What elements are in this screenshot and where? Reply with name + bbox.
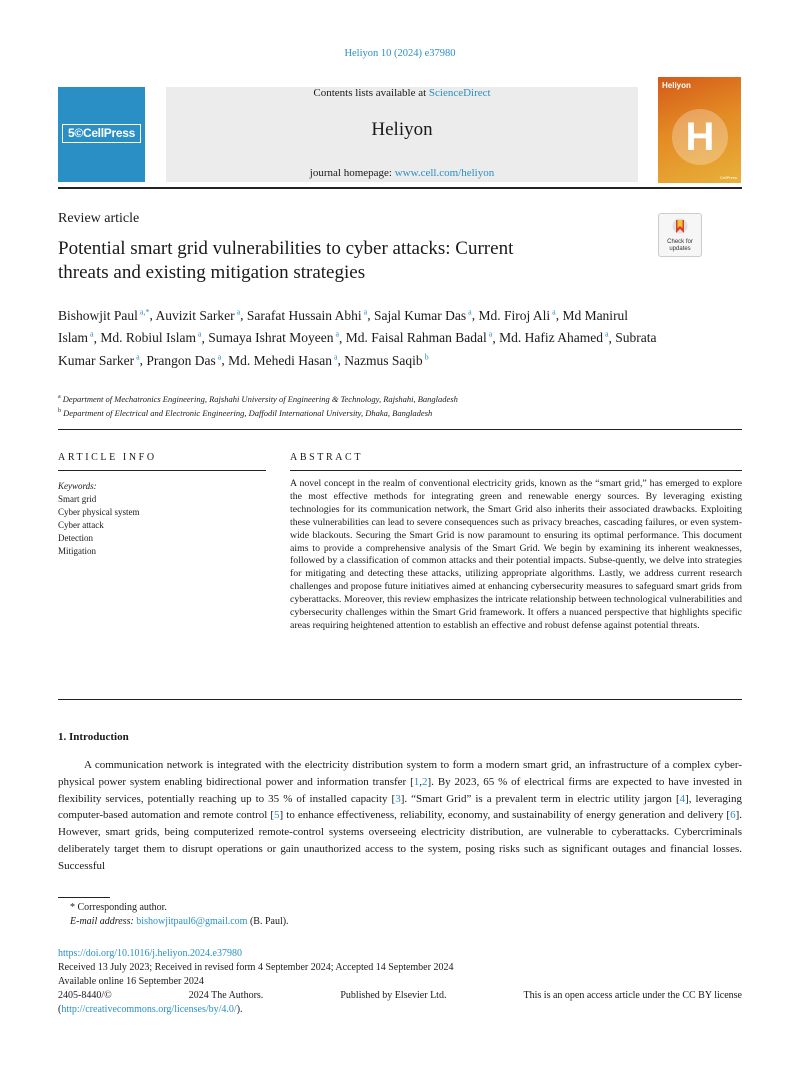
title-line-2: threats and existing mitigation strategies: [58, 262, 366, 283]
journal-name: Heliyon: [371, 119, 433, 140]
affiliation-a: [58, 391, 458, 405]
license-statement: This is an open access article under the CC BY license: [523, 990, 742, 1001]
cover-title: Heliyon: [662, 81, 691, 90]
keyword-item: Cyber physical system: [58, 507, 140, 517]
affiliation-mark: b: [58, 407, 61, 414]
homepage-line: [166, 167, 638, 179]
citation-link[interactable]: 5: [274, 809, 280, 822]
published-by: Published by Elsevier Ltd.: [340, 990, 447, 1001]
homepage-prefix: journal homepage:: [309, 167, 395, 179]
author-affiliation-mark[interactable]: a: [215, 352, 222, 361]
citation-link[interactable]: 3: [395, 792, 401, 805]
contents-line: [166, 87, 638, 99]
author-affiliation-mark[interactable]: a: [602, 329, 609, 339]
abstract-rule: [290, 470, 742, 471]
author-affiliation-mark[interactable]: b: [422, 352, 429, 361]
introduction-heading: 1. Introduction: [58, 731, 129, 743]
keyword-item: Mitigation: [58, 546, 96, 556]
author[interactable]: [346, 330, 493, 345]
author-name[interactable]: Prangon Das: [146, 352, 216, 368]
author[interactable]: [499, 330, 608, 345]
author[interactable]: [228, 353, 337, 368]
author[interactable]: [58, 308, 149, 323]
header-rule: [58, 187, 742, 189]
affiliation-text: Department of Mechatronics Engineering, Rajshahi University of Engineering & Technology, Rajshahi, Bangladesh: [62, 393, 458, 404]
author-affiliation-mark[interactable]: a,*: [137, 307, 150, 316]
author-affiliation-mark[interactable]: a: [361, 307, 368, 316]
author-name[interactable]: Sajal Kumar Das: [373, 307, 467, 323]
author-name[interactable]: Md. Hafiz Ahamed: [499, 330, 603, 345]
introduction-paragraph: A communication network is integrated with the electricity distribution system to form a modern smart grid, an infrastructure of a complex cyber-physical power system enabling bidirectional power and information transfer [1,2]. By 2023, 65 % of electrical firms are expected to have invested in flexibility services, potentially reaching up to 35 % of installed capacity [3]. “Smart Grid” is a prevalent term in electric utility jargon [4], leveraging computer-based automation and remote control [5] to enhance effectiveness, reliability, economy, and sustainability of energy generation and delivery [6]. However, smart grids, being computerized remote-control systems overseeing electricity distribution, are vulnerable to cyberattacks. Cybercriminals deliberately target them to disrupt operations or gain unauthorized access to the system, posing risks such as significant outages and financial losses. Successful: [58, 759, 742, 872]
author-name[interactable]: Md. Firoj Ali: [478, 307, 551, 323]
author-affiliation-mark[interactable]: a: [331, 352, 338, 361]
cover-letter: H: [685, 115, 715, 159]
author-name[interactable]: Sarafat Hussain Abhi: [246, 307, 362, 323]
affiliation-mark: a: [58, 394, 61, 400]
author[interactable]: [374, 308, 472, 323]
cellpress-logo[interactable]: [58, 87, 145, 182]
abstract-heading: ABSTRACT: [290, 452, 364, 463]
author-affiliation-mark[interactable]: a: [466, 307, 472, 316]
author-name[interactable]: Nazmus Saqib: [344, 352, 423, 368]
corresponding-author-note: * Corresponding author.: [70, 902, 167, 913]
received-dates: Received 13 July 2023; Received in revised form 4 September 2024; Accepted 14 September 2024: [58, 962, 454, 973]
author-affiliation-mark[interactable]: a: [550, 307, 556, 316]
author-name[interactable]: Auvizit Sarker: [155, 307, 235, 323]
email-label: E-mail address:: [70, 916, 134, 927]
author-affiliation-mark[interactable]: a: [234, 307, 241, 316]
cover-publisher: CellPress: [719, 175, 737, 180]
journal-cover-image[interactable]: [658, 77, 741, 183]
author-name[interactable]: Sumaya Ishrat Moyeen: [208, 330, 334, 345]
keyword-item: Detection: [58, 533, 93, 543]
affiliation-text: Department of Electrical and Electronic Engineering, Daffodil International University, Dhaka, Bangladesh: [63, 407, 433, 418]
citation-link[interactable]: 2: [422, 775, 428, 788]
email-link[interactable]: bishowjitpaul6@gmail.com: [136, 916, 248, 927]
email-line: [70, 915, 289, 929]
author-name[interactable]: Md. Robiul Islam: [100, 330, 196, 345]
footnote-rule: [58, 897, 110, 898]
article-type: Review article: [58, 211, 140, 226]
citation-link[interactable]: 1: [413, 775, 420, 788]
bookmark-icon: [672, 218, 688, 236]
author-affiliation-mark[interactable]: a: [88, 329, 94, 339]
license-line: [58, 989, 742, 1003]
article-info-rule: [58, 470, 266, 471]
copyright-authors: 2024 The Authors.: [188, 990, 264, 1001]
author-list: Bishowjit Paul $^{a,*}$, Auvizit Sarker $^a$, Sarafat Hussain Abhi $^a$, Sajal Kumar Das $^a$, Md. Firoj Ali $^a$, Md Manirul Islam $^a$, Md. Robiul Islam $^a$, Sumaya Ishrat Moyeen $^a$, Md. Faisal Rahman Badal $^a$, Md. Hafiz Ahamed $^a$, Subrata Kumar Sarker $^a$, Prangon Das $^a$, Md. Mehedi Hasan $^a$, Nazmus Saqib $^b$: [58, 307, 657, 368]
author[interactable]: [247, 308, 367, 323]
license-url-line: (http://creativecommons.org/licenses/by/4.0/).: [58, 1004, 243, 1015]
author-affiliation-mark[interactable]: a: [486, 329, 493, 339]
affiliation-b: [58, 405, 458, 419]
author[interactable]: [478, 308, 555, 323]
author-name[interactable]: Subrata Kumar Sarker: [58, 330, 657, 368]
abstract-bottom-rule: [58, 699, 742, 700]
footnote: [70, 901, 289, 929]
author-affiliation-mark[interactable]: a: [195, 329, 202, 339]
license-url-link[interactable]: http://creativecommons.org/licenses/by/4.0/: [61, 1004, 237, 1015]
citation-link[interactable]: 6: [730, 809, 736, 822]
affiliations: [58, 391, 458, 419]
article-info-heading: ARTICLE INFO: [58, 452, 157, 463]
badge-line-1: Check for: [667, 239, 693, 245]
keyword-item: Cyber attack: [58, 520, 104, 530]
author[interactable]: [208, 330, 339, 345]
available-online: Available online 16 September 2024: [58, 976, 204, 987]
contents-prefix: Contents lists available at: [313, 87, 429, 99]
keywords-block: [58, 480, 140, 558]
author[interactable]: [155, 308, 240, 323]
keywords-label: Keywords:: [58, 481, 97, 491]
author-name[interactable]: Md Manirul Islam: [58, 307, 629, 345]
email-suffix: (B. Paul).: [249, 916, 289, 927]
author[interactable]: [146, 353, 221, 368]
info-top-rule: [58, 429, 742, 430]
issn: 2405-8440/©: [58, 990, 112, 1001]
author-name[interactable]: Md. Faisal Rahman Badal: [345, 330, 487, 345]
author[interactable]: [344, 353, 428, 368]
keyword-item: Smart grid: [58, 494, 97, 504]
license-url-suffix: ).: [236, 1004, 243, 1015]
author-affiliation-mark[interactable]: a: [333, 329, 340, 339]
check-for-updates-badge[interactable]: [658, 213, 702, 257]
abstract-text: A novel concept in the realm of conventional electricity grids, known as the “smart grid,” has emerged to explore the most effective methods for integrating green and renewable energy sources. By leveraging existing technologies for its communication network, the Smart Grid also inherits their associated drawbacks. Exploiting these vulnerabilities can lead to severe consequences such as privacy breaches, cascading failures, or even system-wide blackouts. Securing the Smart Grid is now paramount to ensuring its optimal performance. This document aims to provide a comprehensive analysis of the Smart Grid. We begin by examining its inherent weaknesses, followed by a classification of common attacks and their potential impacts. Subse-quently, we delve into strategies for mitigating and detecting these attacks, utilizing appropriate algorithms. Lastly, we address current research challenges and propose future initiatives aimed at enhancing cybersecurity measures to safeguard smart grids from cyberattacks. Moreover, this review emphasizes the intricate relationship between technological vulnerabilities and cybersecurity challenges within the Smart Grid framework. It offers a nuanced perspective that highlights specific areas requiring heightened attention to establish an effective and robust defense against potential threats.: [290, 478, 742, 631]
publication-info: [58, 947, 742, 1017]
sciencedirect-link[interactable]: ScienceDirect: [428, 87, 491, 99]
article-title: [58, 237, 618, 285]
homepage-link[interactable]: www.cell.com/heliyon: [394, 167, 495, 179]
badge-line-2: updates: [669, 246, 691, 252]
cellpress-logo-text: 5©CellPress: [62, 124, 141, 143]
author-affiliation-mark[interactable]: a: [134, 352, 140, 361]
journal-reference[interactable]: Heliyon 10 (2024) e37980: [344, 48, 456, 59]
title-line-1: Potential smart grid vulnerabilities to cyber attacks: Current: [58, 238, 514, 259]
badge-label: [659, 239, 701, 253]
doi-link[interactable]: https://doi.org/10.1016/j.heliyon.2024.e37980: [58, 948, 242, 959]
author[interactable]: [100, 330, 201, 345]
author-name[interactable]: Bishowjit Paul: [58, 307, 138, 323]
citation-link[interactable]: 4: [679, 792, 686, 805]
author-name[interactable]: Md. Mehedi Hasan: [228, 352, 332, 368]
